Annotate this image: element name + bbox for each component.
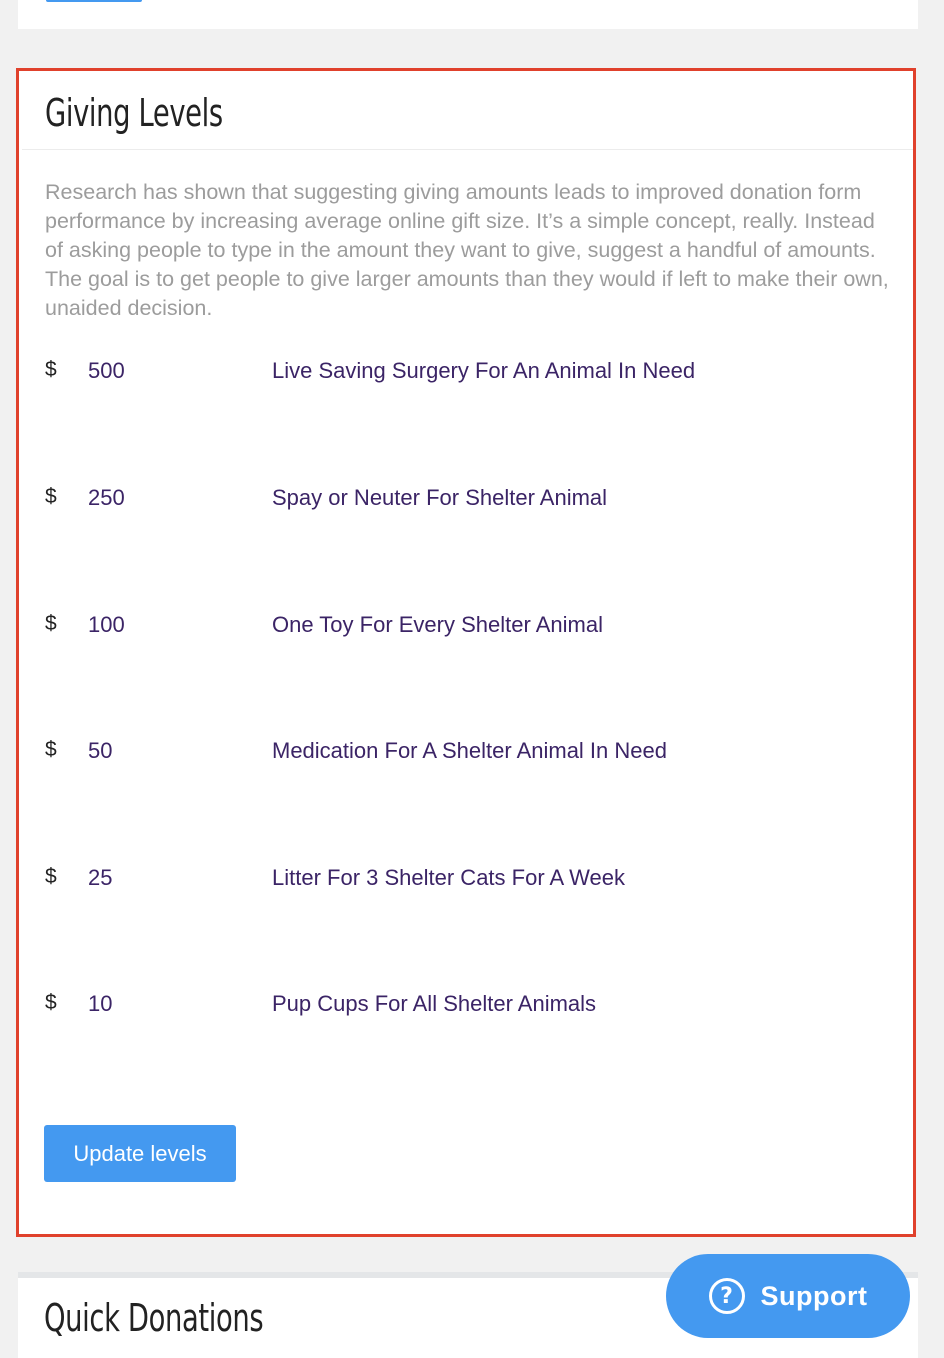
currency-symbol: $: [45, 485, 57, 508]
update-levels-button[interactable]: Update levels: [44, 1125, 236, 1182]
currency-symbol: $: [45, 738, 57, 761]
giving-level-row: [45, 984, 895, 1024]
level-amount-input[interactable]: 500: [88, 358, 125, 383]
currency-symbol: $: [45, 358, 57, 381]
giving-level-row: [45, 858, 895, 898]
giving-level-row: [45, 351, 895, 391]
quick-donations-title: Quick Donations: [44, 1296, 264, 1340]
currency-symbol: $: [45, 865, 57, 888]
level-amount-input[interactable]: 10: [88, 991, 113, 1016]
currency-symbol: $: [45, 991, 57, 1014]
support-label: Support: [760, 1280, 868, 1311]
level-amount-input[interactable]: 100: [88, 612, 125, 637]
giving-levels-section: [16, 68, 916, 1237]
level-description-input[interactable]: Spay or Neuter For Shelter Animal: [272, 485, 608, 510]
level-description-input[interactable]: Medication For A Shelter Animal In Need: [272, 738, 667, 763]
giving-level-row: [45, 731, 895, 771]
giving-levels-title: Giving Levels: [45, 91, 223, 135]
level-amount-input[interactable]: 50: [88, 738, 113, 763]
title-divider: [22, 149, 913, 150]
previous-section-card: [18, 0, 918, 29]
previous-section-button[interactable]: [46, 0, 142, 2]
giving-levels-description: Research has shown that suggesting giving amounts leads to improved donation form performance by increasing average online gift size. It’s a simple concept, really. Instead of asking people to type in the amount they want to give, suggest a handful of amounts. The goal is to get people to give larger amounts than they would if left to make their own, unaided decision.: [45, 180, 889, 320]
question-circle-icon: ?: [709, 1278, 745, 1314]
level-description-input[interactable]: Live Saving Surgery For An Animal In Need: [272, 358, 696, 383]
currency-symbol: $: [45, 612, 57, 635]
giving-level-row: [45, 605, 895, 645]
level-amount-input[interactable]: 250: [88, 485, 125, 510]
giving-level-row: [45, 478, 895, 518]
level-description-input[interactable]: One Toy For Every Shelter Animal: [272, 612, 603, 637]
level-amount-input[interactable]: 25: [88, 865, 113, 890]
level-description-input[interactable]: Litter For 3 Shelter Cats For A Week: [272, 865, 625, 890]
level-description-input[interactable]: Pup Cups For All Shelter Animals: [272, 991, 597, 1016]
support-button[interactable]: [666, 1254, 910, 1338]
